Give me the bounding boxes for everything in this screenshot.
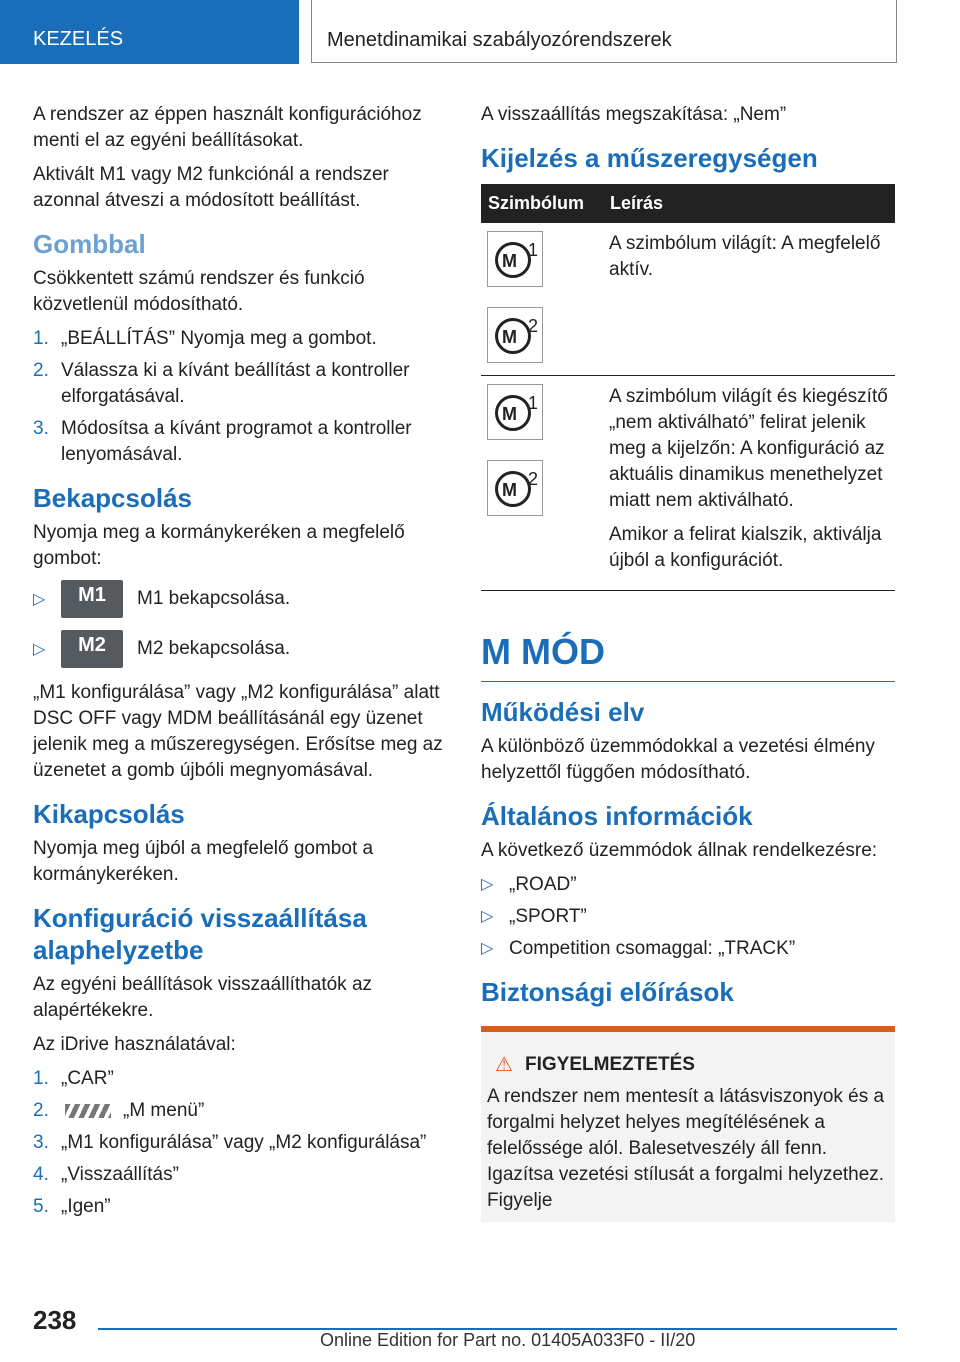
idrive-text: Az iDrive használatával:	[33, 1034, 236, 1055]
list-item: 3. „M1 konfigurálása” vagy „M2 konfigurálása”	[33, 1132, 427, 1153]
table-cell-description: A szimbólum világít és kiegészítő „nem aktiválható” felirat jelenik meg a kijelzőn: A konfiguráció az aktuális dinamikus menethelyzet miatt nem aktiválható.	[609, 386, 888, 511]
warning-triangle-icon: ⚠	[495, 1054, 513, 1076]
chapter-header	[311, 0, 897, 63]
list-item: 2. Válassza ki a kívánt beállítást a kontroller elforgatásával.	[33, 360, 410, 407]
table-header-symbol: Szimbólum	[481, 184, 603, 223]
triangle-bullet-icon: ▷	[33, 641, 46, 658]
heading-safety: Biztonsági előírások	[481, 977, 734, 1007]
table-row	[481, 376, 895, 591]
table-row	[481, 223, 895, 376]
heading-general-info: Általános információk	[481, 801, 753, 831]
kikapcsolas-text: Nyomja meg újból a megfelelő gombot a kormánykeréken.	[33, 838, 374, 885]
m2-symbol-icon: M 2	[487, 307, 543, 363]
list-item: 4. „Visszaállítás”	[33, 1164, 179, 1185]
m1-row: ▷ M1 M1 bekapcsolása.	[33, 580, 451, 618]
triangle-bullet-icon: ▷	[481, 940, 494, 957]
heading-kikapcsolas: Kikapcsolás	[33, 799, 185, 829]
symbol-table	[481, 184, 895, 591]
abort-text: A visszaállítás megszakítása: „Nem”	[481, 104, 787, 125]
triangle-bullet-icon: ▷	[481, 908, 494, 925]
m-stripes-icon	[65, 1104, 111, 1118]
heading-bekapcsolas: Bekapcsolás	[33, 483, 192, 513]
heading-display: Kijelzés a műszeregységen	[481, 143, 818, 173]
table-cell-note: Amikor a felirat kialszik, aktiválja újból a konfigurációt.	[609, 524, 882, 571]
table-header-description: Leírás	[603, 184, 895, 223]
general-info-text: A következő üzemmódok állnak rendelkezésre:	[481, 840, 878, 861]
heading-gombbal: Gombbal	[33, 229, 146, 259]
list-item: 3. Módosítsa a kívánt programot a kontroller lenyomásával.	[33, 418, 412, 465]
heading-principle: Működési elv	[481, 697, 645, 727]
list-item: ▷ „ROAD”	[481, 872, 895, 898]
m2-row: ▷ M2 M2 bekapcsolása.	[33, 630, 451, 668]
list-item: 1. „CAR”	[33, 1068, 114, 1089]
warning-title: FIGYELMEZTETÉS	[525, 1054, 695, 1075]
list-item: 2. „M menü”	[33, 1100, 205, 1121]
chapter-title: Menetdinamikai szabályozórendszerek	[327, 29, 672, 51]
section-tab	[0, 0, 299, 64]
list-item: 5. „Igen”	[33, 1196, 111, 1217]
heading-m-mode: M MÓD	[481, 631, 895, 682]
m1-symbol-icon: M 1	[487, 231, 543, 287]
table-cell-description: A szimbólum világít: A megfelelő aktív.	[603, 223, 895, 376]
left-column	[33, 102, 451, 1226]
list-item: 1. „BEÁLLÍTÁS” Nyomja meg a gombot.	[33, 328, 377, 349]
warning-text: A rendszer nem mentesít a látásviszonyok és a forgalmi helyzet helyes megítélésének a felelőssége alól. Balesetveszély áll fenn. Igazítsa vezetési stílusát a forgalmi helyzethez. Figyelje	[487, 1086, 885, 1211]
triangle-bullet-icon: ▷	[33, 591, 46, 608]
heading-reset: Konfiguráció visszaállítása alaphelyzetbe	[33, 903, 367, 965]
intro-paragraph-1: A rendszer az éppen használt konfigurációhoz menti el az egyéni beállításokat.	[33, 104, 422, 151]
right-column	[481, 102, 895, 1222]
triangle-bullet-icon: ▷	[481, 876, 494, 893]
m1-button-icon: M1	[61, 580, 123, 618]
m2-button-icon: M2	[61, 630, 123, 668]
footer-edition: Online Edition for Part no. 01405A033F0 - II/20	[320, 1330, 696, 1350]
list-item: ▷ „SPORT”	[481, 904, 895, 930]
m1-symbol-icon: M 1	[487, 384, 543, 440]
reset-text: Az egyéni beállítások visszaállíthatók az alapértékekre.	[33, 974, 373, 1021]
list-item: ▷ Competition csomaggal: „TRACK”	[481, 936, 895, 962]
intro-paragraph-2: Aktivált M1 vagy M2 funkciónál a rendszer azonnal átveszi a módosított beállítást.	[33, 164, 389, 211]
principle-text: A különböző üzemmódokkal a vezetési élmény helyzettől függően módosítható.	[481, 736, 875, 783]
section-label: KEZELÉS	[33, 28, 124, 50]
config-note: „M1 konfigurálása” vagy „M2 konfigurálása” alatt DSC OFF vagy MDM beállításánál egy üzenet jelenik meg a műszeregységen. Erősítse meg az üzenetet a gomb újbóli megnyomásával.	[33, 682, 443, 781]
bekapcsolas-text: Nyomja meg a kormánykeréken a megfelelő gombot:	[33, 522, 405, 569]
warning-box	[481, 1026, 895, 1222]
page-number: 238	[33, 1305, 77, 1335]
gombbal-text: Csökkentett számú rendszer és funkció közvetlenül módosítható.	[33, 268, 365, 315]
m2-symbol-icon: M 2	[487, 460, 543, 516]
